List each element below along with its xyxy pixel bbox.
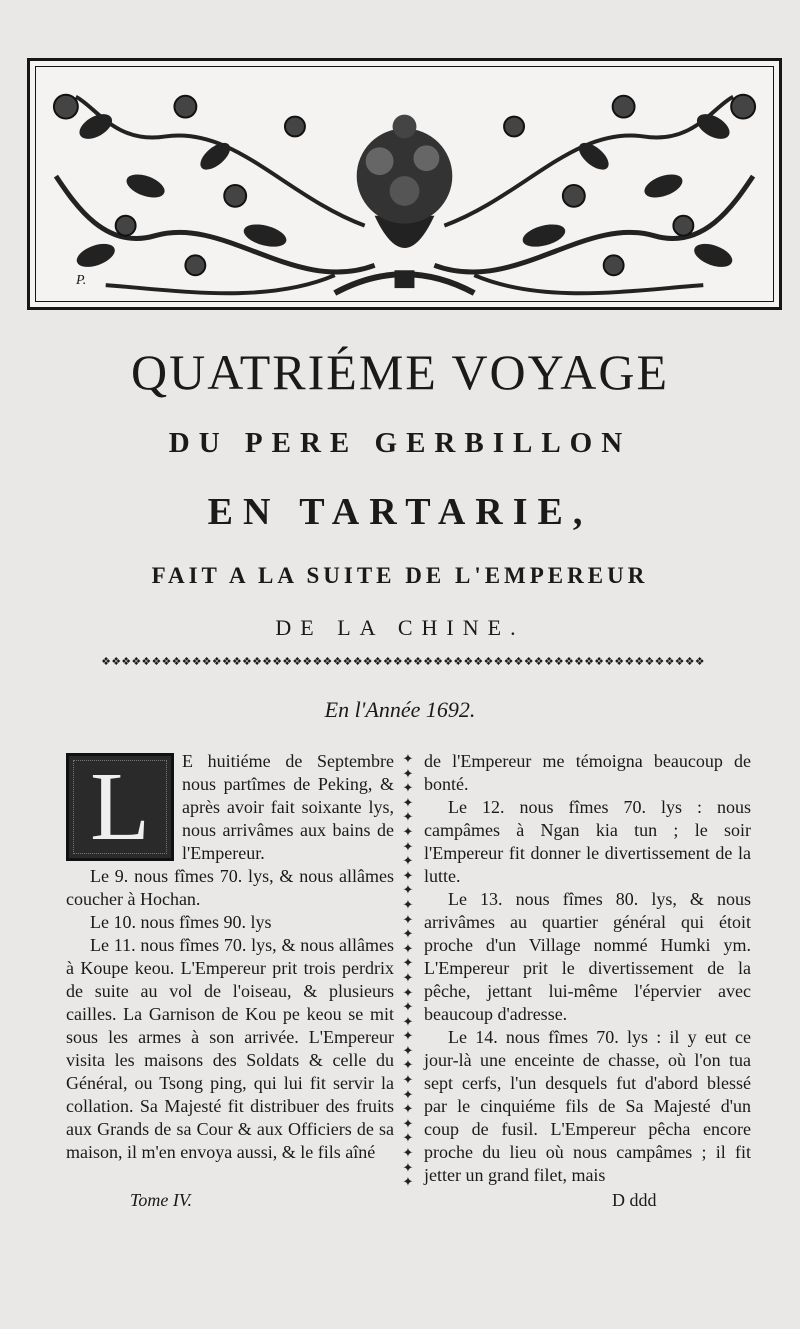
title-line-5: DE LA CHINE. [275, 615, 525, 640]
title-line-3: EN TARTARIE, [207, 491, 593, 533]
volume-label: Tome IV. [130, 1190, 193, 1210]
paragraph: E huitiéme de Septembre nous partîmes de Peking, & après avoir fait soixante lys, nous arrivâmes aux bains de l'Empereur. [182, 751, 394, 863]
title-line-4: FAIT A LA SUITE DE L'EMPEREUR [151, 563, 649, 588]
left-column [66, 750, 394, 1164]
paragraph: Le 13. nous fîmes 80. lys, & nous arrivâmes au quartier général qui étoit proche d'un Village nommé Humki ym. L'Empereur prit le divertissement de la pêche, jettant lui-même l'épervier avec beaucoup d'adresse. [424, 889, 751, 1024]
paragraph: Le 14. nous fîmes 70. lys : il y eut ce jour-là une enceinte de chasse, où l'on tua sept cerfs, l'un desquels fut d'abord blessé par le cinquiéme fils de Sa Majesté d'un coup de fusil. L'Empereur pêcha encore proche du lieu où nous campâmes ; il fit jetter un grand filet, mais [424, 1027, 751, 1185]
paragraph: Le 11. nous fîmes 70. lys, & nous allâmes à Koupe keou. L'Empereur prit trois perdrix de suite au vol de l'oiseau, & plusieurs cailles. La Garnison de Kou pe keou se mit sous les armes à son arrivée. L'Empereur visita les maisons des Soldats & celle du Général, ou Tsong ping, qui lui fit servir la collation. Sa Majesté fit distribuer des fruits aux Grands de sa Cour & aux Officiers de sa maison, il m'en envoya aussi, & le fils aîné [66, 935, 394, 1162]
year-subtitle: En l'Année 1692. [324, 697, 476, 722]
paragraph: Le 9. nous fîmes 70. lys, & nous allâmes coucher à Hochan. [66, 866, 394, 909]
floral-ornament-image [36, 67, 773, 301]
title-line-1: QUATRIÉME VOYAGE [130, 344, 669, 400]
headpiece-inner-frame [35, 66, 774, 302]
paragraph: Le 10. nous fîmes 90. lys [90, 912, 272, 932]
engraver-signature: P. [76, 273, 87, 288]
signature-mark: D ddd [612, 1190, 657, 1210]
title-line-2: DU PERE GERBILLON [168, 427, 632, 459]
column-separator: ✦ ✦ ✦ ✦ ✦ ✦ ✦ ✦ ✦ ✦ ✦ ✦ ✦ ✦ ✦ ✦ ✦ ✦ ✦ ✦ ✦ ✦ ✦ ✦ ✦ ✦ ✦ ✦ ✦ ✦ [402, 752, 414, 1190]
paragraph: Le 12. nous fîmes 70. lys : nous campâmes à Ngan kia tun ; le soir l'Empereur fit donner le divertissement de la lutte. [424, 797, 751, 886]
drop-cap-letter: L [90, 753, 150, 861]
ornamental-headpiece [27, 58, 782, 310]
right-column [424, 750, 751, 1187]
ornamental-rule: ❖❖❖❖❖❖❖❖❖❖❖❖❖❖❖❖❖❖❖❖❖❖❖❖❖❖❖❖❖❖❖❖❖❖❖❖❖❖❖❖❖❖❖❖❖❖❖❖❖❖❖❖❖❖❖❖❖❖❖❖ [101, 656, 705, 668]
drop-cap-initial [66, 753, 174, 861]
paragraph: de l'Empereur me témoigna beaucoup de bonté. [424, 751, 751, 794]
